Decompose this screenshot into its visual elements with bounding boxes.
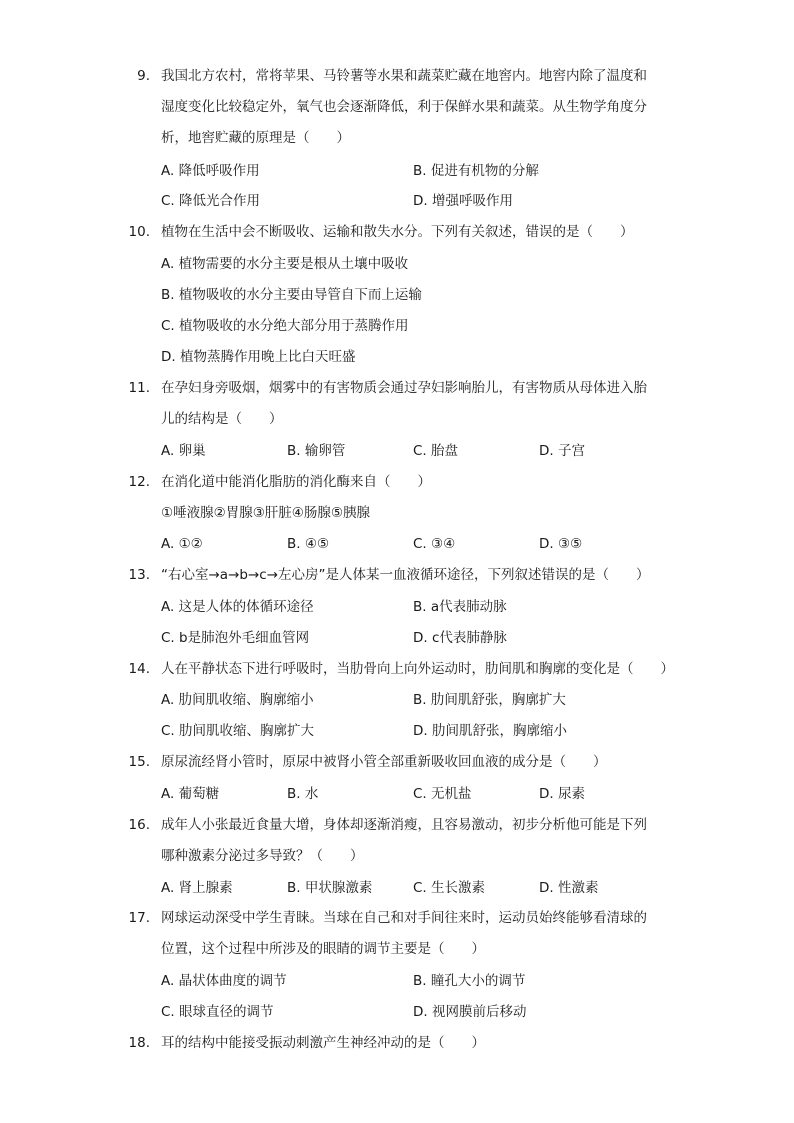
question-number: 16. xyxy=(128,817,150,833)
option-b: B. 植物吸收的水分主要由导管自下而上运输 xyxy=(161,287,422,303)
option-b: B. ④⑤ xyxy=(287,536,330,552)
question-number: 13. xyxy=(128,567,150,583)
option-c: C. 无机盐 xyxy=(413,786,472,802)
question-stem: ①唾液腺②胃腺③肝脏④肠腺⑤胰腺 xyxy=(161,505,371,521)
option-a: A. 肋间肌收缩、胸廓缩小 xyxy=(161,692,314,708)
question-number: 10. xyxy=(128,224,150,240)
question-number: 17. xyxy=(128,910,150,926)
option-b: B. 肋间肌舒张，胸廓扩大 xyxy=(413,692,566,708)
question-number: 15. xyxy=(128,754,150,770)
question-stem: 人在平静状态下进行呼吸时，当肋骨向上向外运动时，肋间肌和胸廓的变化是（ ） xyxy=(161,661,674,677)
option-a: A. 晶状体曲度的调节 xyxy=(161,973,287,989)
option-d: D. 植物蒸腾作用晚上比白天旺盛 xyxy=(161,349,356,365)
option-d: D. 肋间肌舒张，胸廓缩小 xyxy=(413,723,567,739)
question-number: 9. xyxy=(137,68,150,84)
option-a: A. 卵巢 xyxy=(161,443,206,459)
option-c: C. 胎盘 xyxy=(413,443,459,459)
option-a: A. ①② xyxy=(161,536,203,552)
question-stem: 湿度变化比较稳定外，氧气也会逐渐降低，利于保鲜水果和蔬菜。从生物学角度分 xyxy=(161,99,647,115)
option-c: C. 生长激素 xyxy=(413,880,486,896)
option-d: D. 增强呼吸作用 xyxy=(413,193,513,209)
question-stem: 网球运动深受中学生青睐。当球在自己和对手间往来时，运动员始终能够看清球的 xyxy=(161,910,647,926)
option-b: B. 瞳孔大小的调节 xyxy=(413,973,526,989)
option-c: C. 植物吸收的水分绝大部分用于蒸腾作用 xyxy=(161,318,409,334)
option-c: C. b是肺泡外毛细血管网 xyxy=(161,630,310,646)
question-number: 18. xyxy=(128,1035,150,1051)
question-number: 14. xyxy=(128,661,150,677)
option-c: C. 肋间肌收缩、胸廓扩大 xyxy=(161,723,315,739)
option-c: C. 眼球直径的调节 xyxy=(161,1004,274,1020)
option-b: B. 输卵管 xyxy=(287,443,346,459)
option-a: A. 降低呼吸作用 xyxy=(161,163,260,179)
option-b: B. 促进有机物的分解 xyxy=(413,163,539,179)
question-stem: 植物在生活中会不断吸收、运输和散失水分。下列有关叙述，错误的是（ ） xyxy=(161,224,634,240)
option-b: B. 水 xyxy=(287,786,319,802)
option-d: D. 视网膜前后移动 xyxy=(413,1004,527,1020)
option-d: D. 尿素 xyxy=(539,786,585,802)
question-number: 12. xyxy=(128,474,150,490)
option-d: D. 子宫 xyxy=(539,443,585,459)
option-b: B. 甲状腺激素 xyxy=(287,880,373,896)
question-stem: 析，地窖贮藏的原理是（ ） xyxy=(161,130,350,146)
question-stem: 哪种激素分泌过多导致？（ ） xyxy=(161,848,364,864)
option-a: A. 植物需要的水分主要是根从土壤中吸收 xyxy=(161,256,409,272)
question-stem: 在孕妇身旁吸烟，烟雾中的有害物质会通过孕妇影响胎儿，有害物质从母体进入胎 xyxy=(161,380,647,396)
question-stem: 耳的结构中能接受振动刺激产生神经冲动的是（ ） xyxy=(161,1035,485,1051)
question-stem: “右心室→a→b→c→左心房”是人体某一血液循环途径，下列叙述错误的是（ ） xyxy=(161,567,650,583)
option-c: C. ③④ xyxy=(413,536,456,552)
option-b: B. a代表肺动脉 xyxy=(413,599,507,615)
option-a: A. 葡萄糖 xyxy=(161,786,220,802)
question-stem: 儿的结构是（ ） xyxy=(161,411,283,427)
option-c: C. 降低光合作用 xyxy=(161,193,261,209)
option-d: D. 性激素 xyxy=(539,880,599,896)
option-a: A. 肾上腺素 xyxy=(161,880,233,896)
question-stem: 位置，这个过程中所涉及的眼睛的调节主要是（ ） xyxy=(161,941,485,957)
option-a: A. 这是人体的体循环途径 xyxy=(161,599,314,615)
question-stem: 原尿流经肾小管时，原尿中被肾小管全部重新吸收回血液的成分是（ ） xyxy=(161,754,607,770)
question-stem: 在消化道中能消化脂肪的消化酶来自（ ） xyxy=(161,474,431,490)
question-number: 11. xyxy=(128,380,150,396)
question-stem: 我国北方农村，常将苹果、马铃薯等水果和蔬菜贮藏在地窖内。地窖内除了温度和 xyxy=(161,68,647,84)
question-stem: 成年人小张最近食量大增，身体却逐渐消瘦，且容易激动，初步分析他可能是下列 xyxy=(161,817,647,833)
option-d: D. c代表肺静脉 xyxy=(413,630,507,646)
option-d: D. ③⑤ xyxy=(539,536,583,552)
